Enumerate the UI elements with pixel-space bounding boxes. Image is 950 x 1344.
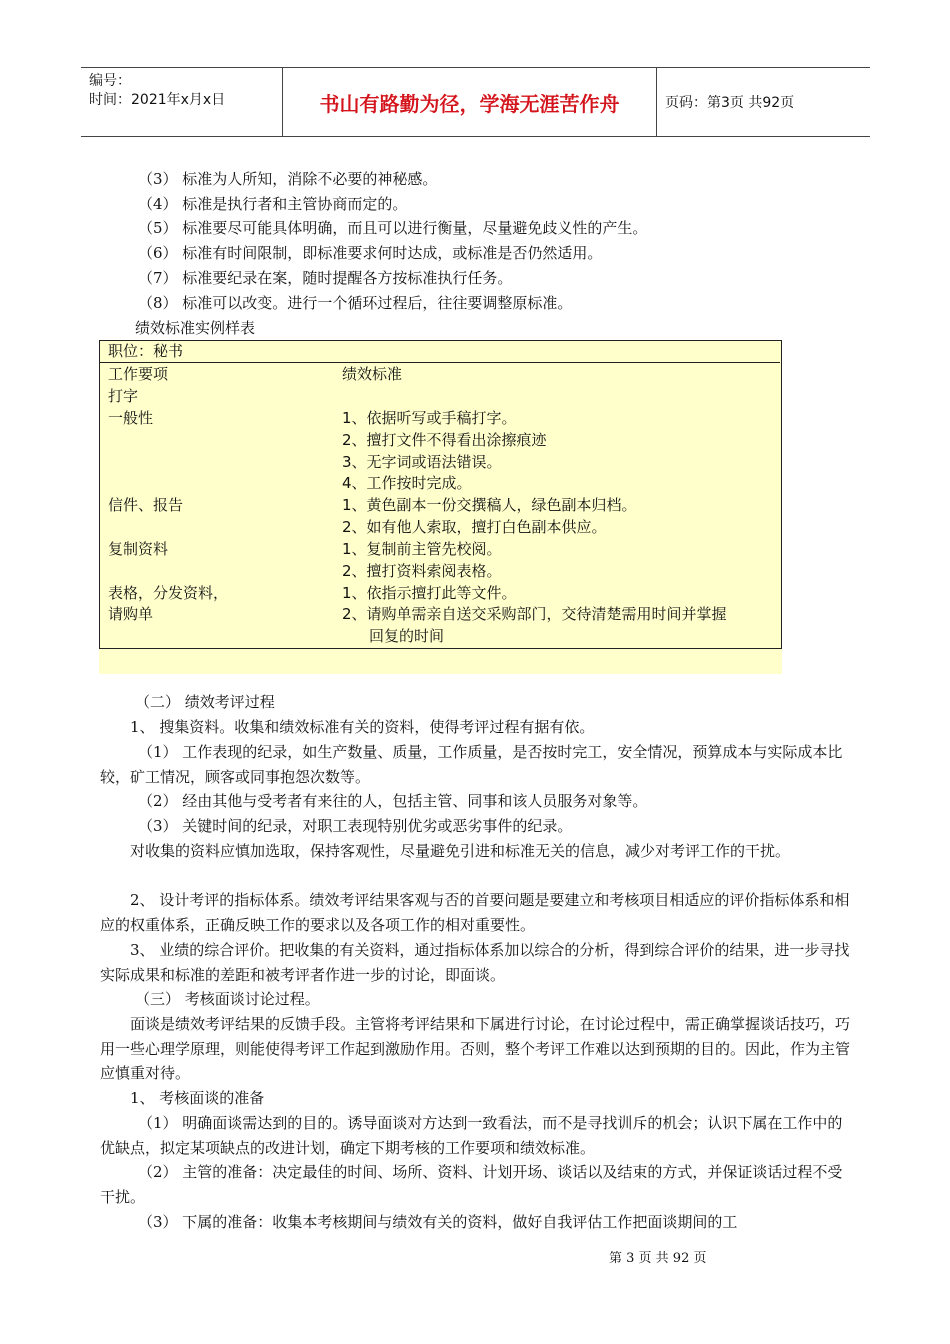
paragraph: （3） 下属的准备：收集本考核期间与绩效有关的资料，做好自我评估工作把面谈期间的工 bbox=[138, 1213, 738, 1231]
paragraph: （1） 明确面谈需达到的目的。诱导面谈对方达到一致看法，而不是寻找训斥的机会；认识下属在工作中的优缺点，拟定某项缺点的改进计划，确定下期考核的工作要项和绩效标准。 bbox=[100, 1114, 843, 1157]
header-motto: 书山有路勤为径，学海无涯苦作舟 bbox=[283, 68, 657, 136]
standard-item: （6） 标准有时间限制，即标准要求何时达成，或标准是否仍然适用。 bbox=[138, 244, 603, 262]
paragraph: 1、 搜集资料。收集和绩效标准有关的资料，使得考评过程有据有依。 bbox=[130, 718, 595, 736]
paragraph: （2） 主管的准备：决定最佳的时间、场所、资料、计划开场、谈话以及结束的方式，并保证谈话过程不受干扰。 bbox=[100, 1163, 843, 1206]
section-heading: （二） 绩效考评过程 bbox=[135, 693, 275, 711]
table-standard: 1、复制前主管先校阅。 bbox=[342, 540, 502, 558]
table-standard: 2、如有他人索取，擅打白色副本供应。 bbox=[342, 518, 607, 536]
performance-standard-table bbox=[99, 340, 782, 674]
table-item: 打字 bbox=[108, 387, 139, 405]
table-header-item: 工作要项 bbox=[108, 365, 169, 383]
subheading: 1、 考核面谈的准备 bbox=[130, 1089, 265, 1107]
document-number: 编号： bbox=[89, 73, 131, 89]
paragraph: 面谈是绩效考评结果的反馈手段。主管将考评结果和下属进行讨论，在讨论过程中，需正确掌握谈话技巧，巧用一些心理学原理，则能使得考评工作起到激励作用。否则，整个考评工作难以达到预期的目的。因此，作为主管应慎重对待。 bbox=[100, 1015, 851, 1082]
paragraph: （3） 关键时间的纪录，对职工表现特别优劣或恶劣事件的纪录。 bbox=[138, 817, 573, 835]
standard-item: （7） 标准要纪录在案，随时提醒各方按标准执行任务。 bbox=[138, 269, 513, 287]
paragraph: 3、 业绩的综合评价。把收集的有关资料，通过指标体系加以综合的分析，得到综合评价的结果，进一步寻找实际成果和标准的差距和被考评者作进一步的讨论，即面谈。 bbox=[100, 941, 850, 984]
table-standard: 1、依指示擅打此等文件。 bbox=[342, 584, 517, 602]
page-header bbox=[81, 67, 870, 137]
table-standard: 3、无字词或语法错误。 bbox=[342, 453, 502, 471]
paragraph: 对收集的资料应慎加选取，保持客观性，尽量避免引进和标准无关的信息，减少对考评工作的干扰。 bbox=[130, 842, 791, 860]
table-standard: 2、请购单需亲自送交采购部门，交待清楚需用时间并掌握 bbox=[342, 605, 727, 623]
table-standard: 4、工作按时完成。 bbox=[342, 474, 472, 492]
page-footer: 第 3 页 共 92 页 bbox=[609, 1251, 707, 1266]
table-caption: 绩效标准实例样表 bbox=[135, 319, 256, 337]
table-item: 信件、报告 bbox=[108, 496, 184, 514]
table-item: 复制资料 bbox=[108, 540, 169, 558]
table-header-standard: 绩效标准 bbox=[342, 365, 403, 383]
section-heading: （三） 考核面谈讨论过程。 bbox=[135, 990, 320, 1008]
paragraph: （1） 工作表现的纪录，如生产数量、质量，工作质量，是否按时完工，安全情况，预算成本与实际成本比较，矿工情况，顾客或同事抱怨次数等。 bbox=[100, 743, 843, 786]
table-standard: 1、依据听写或手稿打字。 bbox=[342, 409, 517, 427]
standard-item: （4） 标准是执行者和主管协商而定的。 bbox=[138, 195, 408, 213]
table-standard: 回复的时间 bbox=[369, 627, 445, 645]
table-position: 职位：秘书 bbox=[108, 342, 184, 360]
standard-item: （8） 标准可以改变。进行一个循环过程后，往往要调整原标准。 bbox=[138, 294, 573, 312]
table-standard: 2、擅打资料索阅表格。 bbox=[342, 562, 502, 580]
table-item: 表格，分发资料， bbox=[108, 584, 229, 602]
standard-item: （3） 标准为人所知，消除不必要的神秘感。 bbox=[138, 170, 438, 188]
standard-item: （5） 标准要尽可能具体明确，而且可以进行衡量，尽量避免歧义性的产生。 bbox=[138, 219, 648, 237]
document-time: 时间：2021年x月x日 bbox=[89, 92, 226, 108]
table-item: 一般性 bbox=[108, 409, 154, 427]
table-standard: 1、黄色副本一份交撰稿人，绿色副本归档。 bbox=[342, 496, 637, 514]
header-meta bbox=[81, 68, 283, 136]
paragraph: （2） 经由其他与受考者有来往的人，包括主管、同事和该人员服务对象等。 bbox=[138, 792, 648, 810]
table-standard: 2、擅打文件不得看出涂擦痕迹 bbox=[342, 431, 547, 449]
table-item: 请购单 bbox=[108, 605, 154, 623]
paragraph: 2、 设计考评的指标体系。绩效考评结果客观与否的首要问题是要建立和考核项目相适应的评价指标体系和相应的权重体系，正确反映工作的要求以及各项工作的相对重要性。 bbox=[100, 891, 850, 934]
header-page-number: 页码：第3页 共92页 bbox=[665, 95, 795, 111]
table-position-row bbox=[99, 340, 780, 363]
